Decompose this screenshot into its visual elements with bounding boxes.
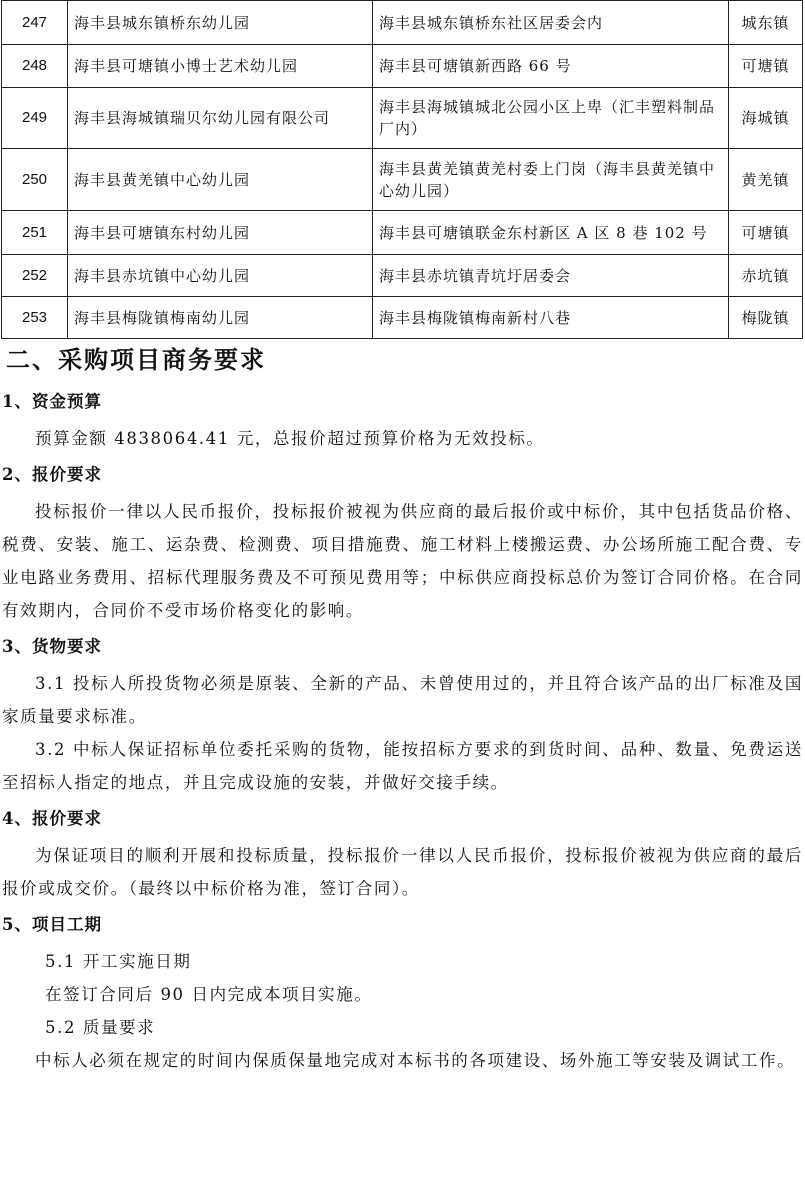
row-number: 253 [2,297,68,339]
kindergarten-name: 海丰县城东镇桥东幼儿园 [68,1,373,45]
kindergarten-address: 海丰县梅陇镇梅南新村八巷 [373,297,729,339]
table-row [2,211,803,255]
paragraph: 3.2 中标人保证招标单位委托采购的货物，能按招标方要求的到货时间、品种、数量、免费运送至招标人指定的地点，并且完成设施的安装，并做好交接手续。 [2,740,803,792]
town-name: 赤坑镇 [729,255,803,297]
kindergarten-name: 海丰县可塘镇东村幼儿园 [68,211,373,255]
table-row [2,255,803,297]
requirements-body [0,382,805,1077]
subsection-heading: 5、项目工期 [2,915,102,934]
section-title: 二、采购项目商务要求 [6,345,266,374]
kindergarten-address: 海丰县黄羌镇黄羌村委上门岗（海丰县黄羌镇中心幼儿园） [373,149,729,211]
kindergarten-name: 海丰县梅陇镇梅南幼儿园 [68,297,373,339]
paragraph: 3.1 投标人所投货物必须是原装、全新的产品、未曾使用过的，并且符合该产品的出厂标准及国家质量要求标准。 [2,674,803,726]
row-number: 247 [2,1,68,45]
kindergarten-address: 海丰县可塘镇联金东村新区 A 区 8 巷 102 号 [373,211,729,255]
kindergarten-name: 海丰县黄羌镇中心幼儿园 [68,149,373,211]
kindergarten-address: 海丰县海城镇城北公园小区上卑（汇丰塑料制品厂内） [373,88,729,149]
row-number: 250 [2,149,68,211]
paragraph: 中标人必须在规定的时间内保质保量地完成对本标书的各项建设、场外施工等安装及调试工作。 [35,1051,796,1070]
subsection-heading: 4、报价要求 [2,809,102,828]
subsection-heading: 3、货物要求 [2,637,102,656]
paragraph: 5.2 质量要求 [45,1018,156,1037]
kindergarten-address: 海丰县可塘镇新西路 66 号 [373,45,729,88]
town-name: 梅陇镇 [729,297,803,339]
row-number: 252 [2,255,68,297]
paragraph: 在签订合同后 90 日内完成本项目实施。 [45,985,373,1004]
row-number: 249 [2,88,68,149]
row-number: 251 [2,211,68,255]
town-name: 城东镇 [729,1,803,45]
town-name: 可塘镇 [729,211,803,255]
town-name: 可塘镇 [729,45,803,88]
row-number: 248 [2,45,68,88]
kindergarten-table [1,0,803,339]
paragraph: 投标报价一律以人民币报价，投标报价被视为供应商的最后报价或中标价，其中包括货品价格、税费、安装、施工、运杂费、检测费、项目措施费、施工材料上楼搬运费、办公场所施工配合费、专业电路业务费用、招标代理服务费及不可预见费用等；中标供应商投标总价为签订合同价格。在合同有效期内，合同价不受市场价格变化的影响。 [2,502,803,620]
subsection-heading: 1、资金预算 [2,392,102,411]
kindergarten-name: 海丰县海城镇瑞贝尔幼儿园有限公司 [68,88,373,149]
table-row [2,149,803,211]
table-row [2,45,803,88]
paragraph: 为保证项目的顺利开展和投标质量，投标报价一律以人民币报价，投标报价被视为供应商的最后报价或成交价。（最终以中标价格为准，签订合同）。 [2,846,803,898]
table-row [2,88,803,149]
paragraph: 预算金额 4838064.41 元，总报价超过预算价格为无效投标。 [35,429,545,448]
table-row [2,1,803,45]
kindergarten-name: 海丰县可塘镇小博士艺术幼儿园 [68,45,373,88]
table-row [2,297,803,339]
kindergarten-address: 海丰县赤坑镇青坑圩居委会 [373,255,729,297]
town-name: 黄羌镇 [729,149,803,211]
kindergarten-name: 海丰县赤坑镇中心幼儿园 [68,255,373,297]
town-name: 海城镇 [729,88,803,149]
paragraph: 5.1 开工实施日期 [45,952,192,971]
kindergarten-address: 海丰县城东镇桥东社区居委会内 [373,1,729,45]
subsection-heading: 2、报价要求 [2,465,102,484]
